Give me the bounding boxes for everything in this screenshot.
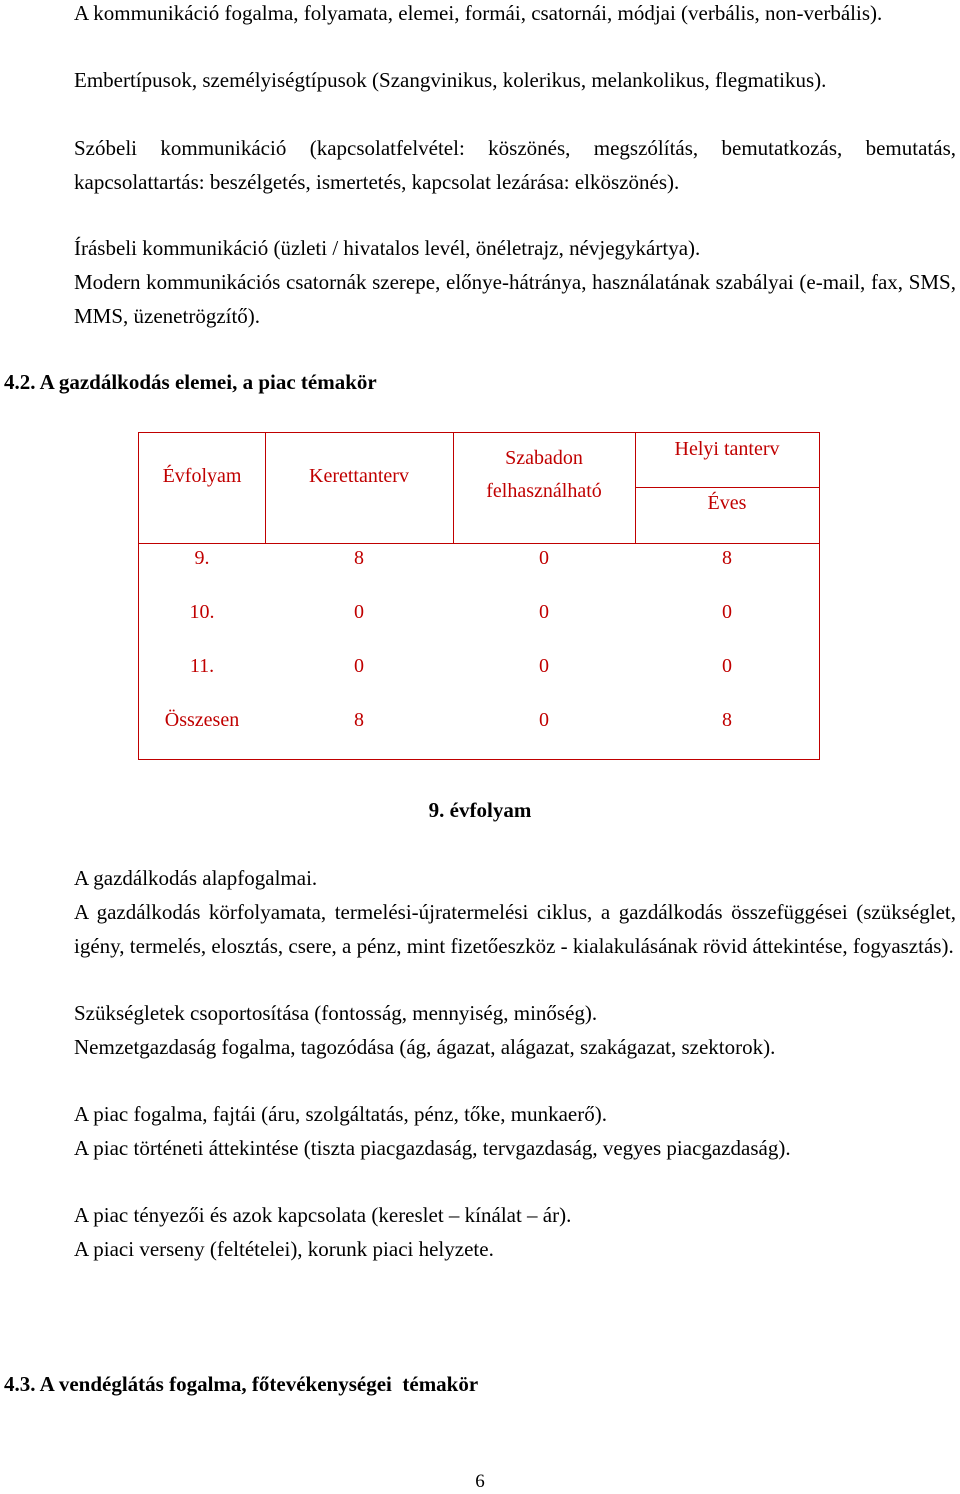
cell-eves: 0 — [722, 600, 732, 623]
page-number: 6 — [475, 1471, 485, 1492]
cell-kerettanterv: 0 — [354, 600, 364, 623]
cell-szabadon: 0 — [539, 546, 549, 569]
cell-kerettanterv: 8 — [354, 546, 364, 569]
cell-szabadon: 0 — [539, 708, 549, 731]
header-helyi-tanterv: Helyi tanterv — [674, 437, 780, 460]
cell-eves: 8 — [722, 708, 732, 731]
header-evfolyam: Évfolyam — [162, 464, 242, 487]
header-szabadon-felhasznalhato: Szabadon felhasználható — [486, 447, 602, 502]
paragraph-gazdalkodas-korfolyamata: A gazdálkodás körfolyamata, termelési-újratermelési ciklus, a gazdálkodás összefüggései (szükséglet, igény, termelés, elosztás, csere, a pénz, mint fizetőeszköz - kialakulásának rövid áttekintése, fogyasztás). — [74, 900, 956, 958]
header-eves: Éves — [707, 491, 747, 514]
paragraph-piac-tenyezoi: A piac tényezői és azok kapcsolata (kereslet – kínálat – ár). — [74, 1203, 572, 1227]
cell-kerettanterv: 8 — [354, 708, 364, 731]
paragraph-piaci-verseny: A piaci verseny (feltételei), korunk piaci helyzete. — [74, 1237, 494, 1261]
row-label: Összesen — [164, 708, 240, 731]
paragraph-irasbeli-kommunikacio: Írásbeli kommunikáció (üzleti / hivatalos levél, önéletrajz, névjegykártya). — [74, 236, 701, 260]
paragraph-modern-csatornak: Modern kommunikációs csatornák szerepe, előnye-hátránya, használatának szabályai (e-mail, fax, SMS, MMS, üzenetrögzítő). — [74, 270, 956, 328]
paragraph-embertipusok: Embertípusok, személyiségtípusok (Szangvinikus, kolerikus, melankolikus, flegmatikus). — [74, 68, 827, 92]
cell-szabadon: 0 — [539, 654, 549, 677]
section-heading-4-3: 4.3. A vendéglátás fogalma, főtevékenységei témakör — [4, 1372, 479, 1396]
hours-table — [138, 432, 820, 760]
grade-heading: 9. évfolyam — [428, 798, 532, 822]
row-label: 10. — [189, 600, 215, 623]
section-heading-4-2: 4.2. A gazdálkodás elemei, a piac témakör — [4, 370, 377, 394]
cell-kerettanterv: 0 — [354, 654, 364, 677]
paragraph-piac-fogalma: A piac fogalma, fajtái (áru, szolgáltatás, pénz, tőke, munkaerő). — [74, 1102, 607, 1126]
paragraph-szobeli-kommunikacio: Szóbeli kommunikáció (kapcsolatfelvétel: köszönés, megszólítás, bemutatkozás, bemutatás, kapcsolattartás: beszélgetés, ismertetés, kapcsolat lezárása: elköszönés). — [74, 136, 956, 194]
row-label: 11. — [189, 654, 215, 677]
header-kerettanterv: Kerettanterv — [309, 464, 409, 487]
paragraph-piac-torteneti: A piac történeti áttekintése (tiszta piacgazdaság, tervgazdaság, vegyes piacgazdaság). — [74, 1136, 791, 1160]
cell-szabadon: 0 — [539, 600, 549, 623]
cell-eves: 0 — [722, 654, 732, 677]
paragraph-kommunikacio-fogalma: A kommunikáció fogalma, folyamata, elemei, formái, csatornái, módjai (verbális, non-verbális). — [74, 1, 883, 25]
paragraph-nemzetgazdasag: Nemzetgazdaság fogalma, tagozódása (ág, ágazat, alágazat, szakágazat, szektorok). — [74, 1035, 776, 1059]
paragraph-gazdalkodas-alapfogalmai: A gazdálkodás alapfogalmai. — [74, 866, 318, 890]
row-label: 9. — [194, 546, 210, 569]
cell-eves: 8 — [722, 546, 732, 569]
paragraph-szuksegletek: Szükségletek csoportosítása (fontosság, mennyiség, minőség). — [74, 1001, 598, 1025]
